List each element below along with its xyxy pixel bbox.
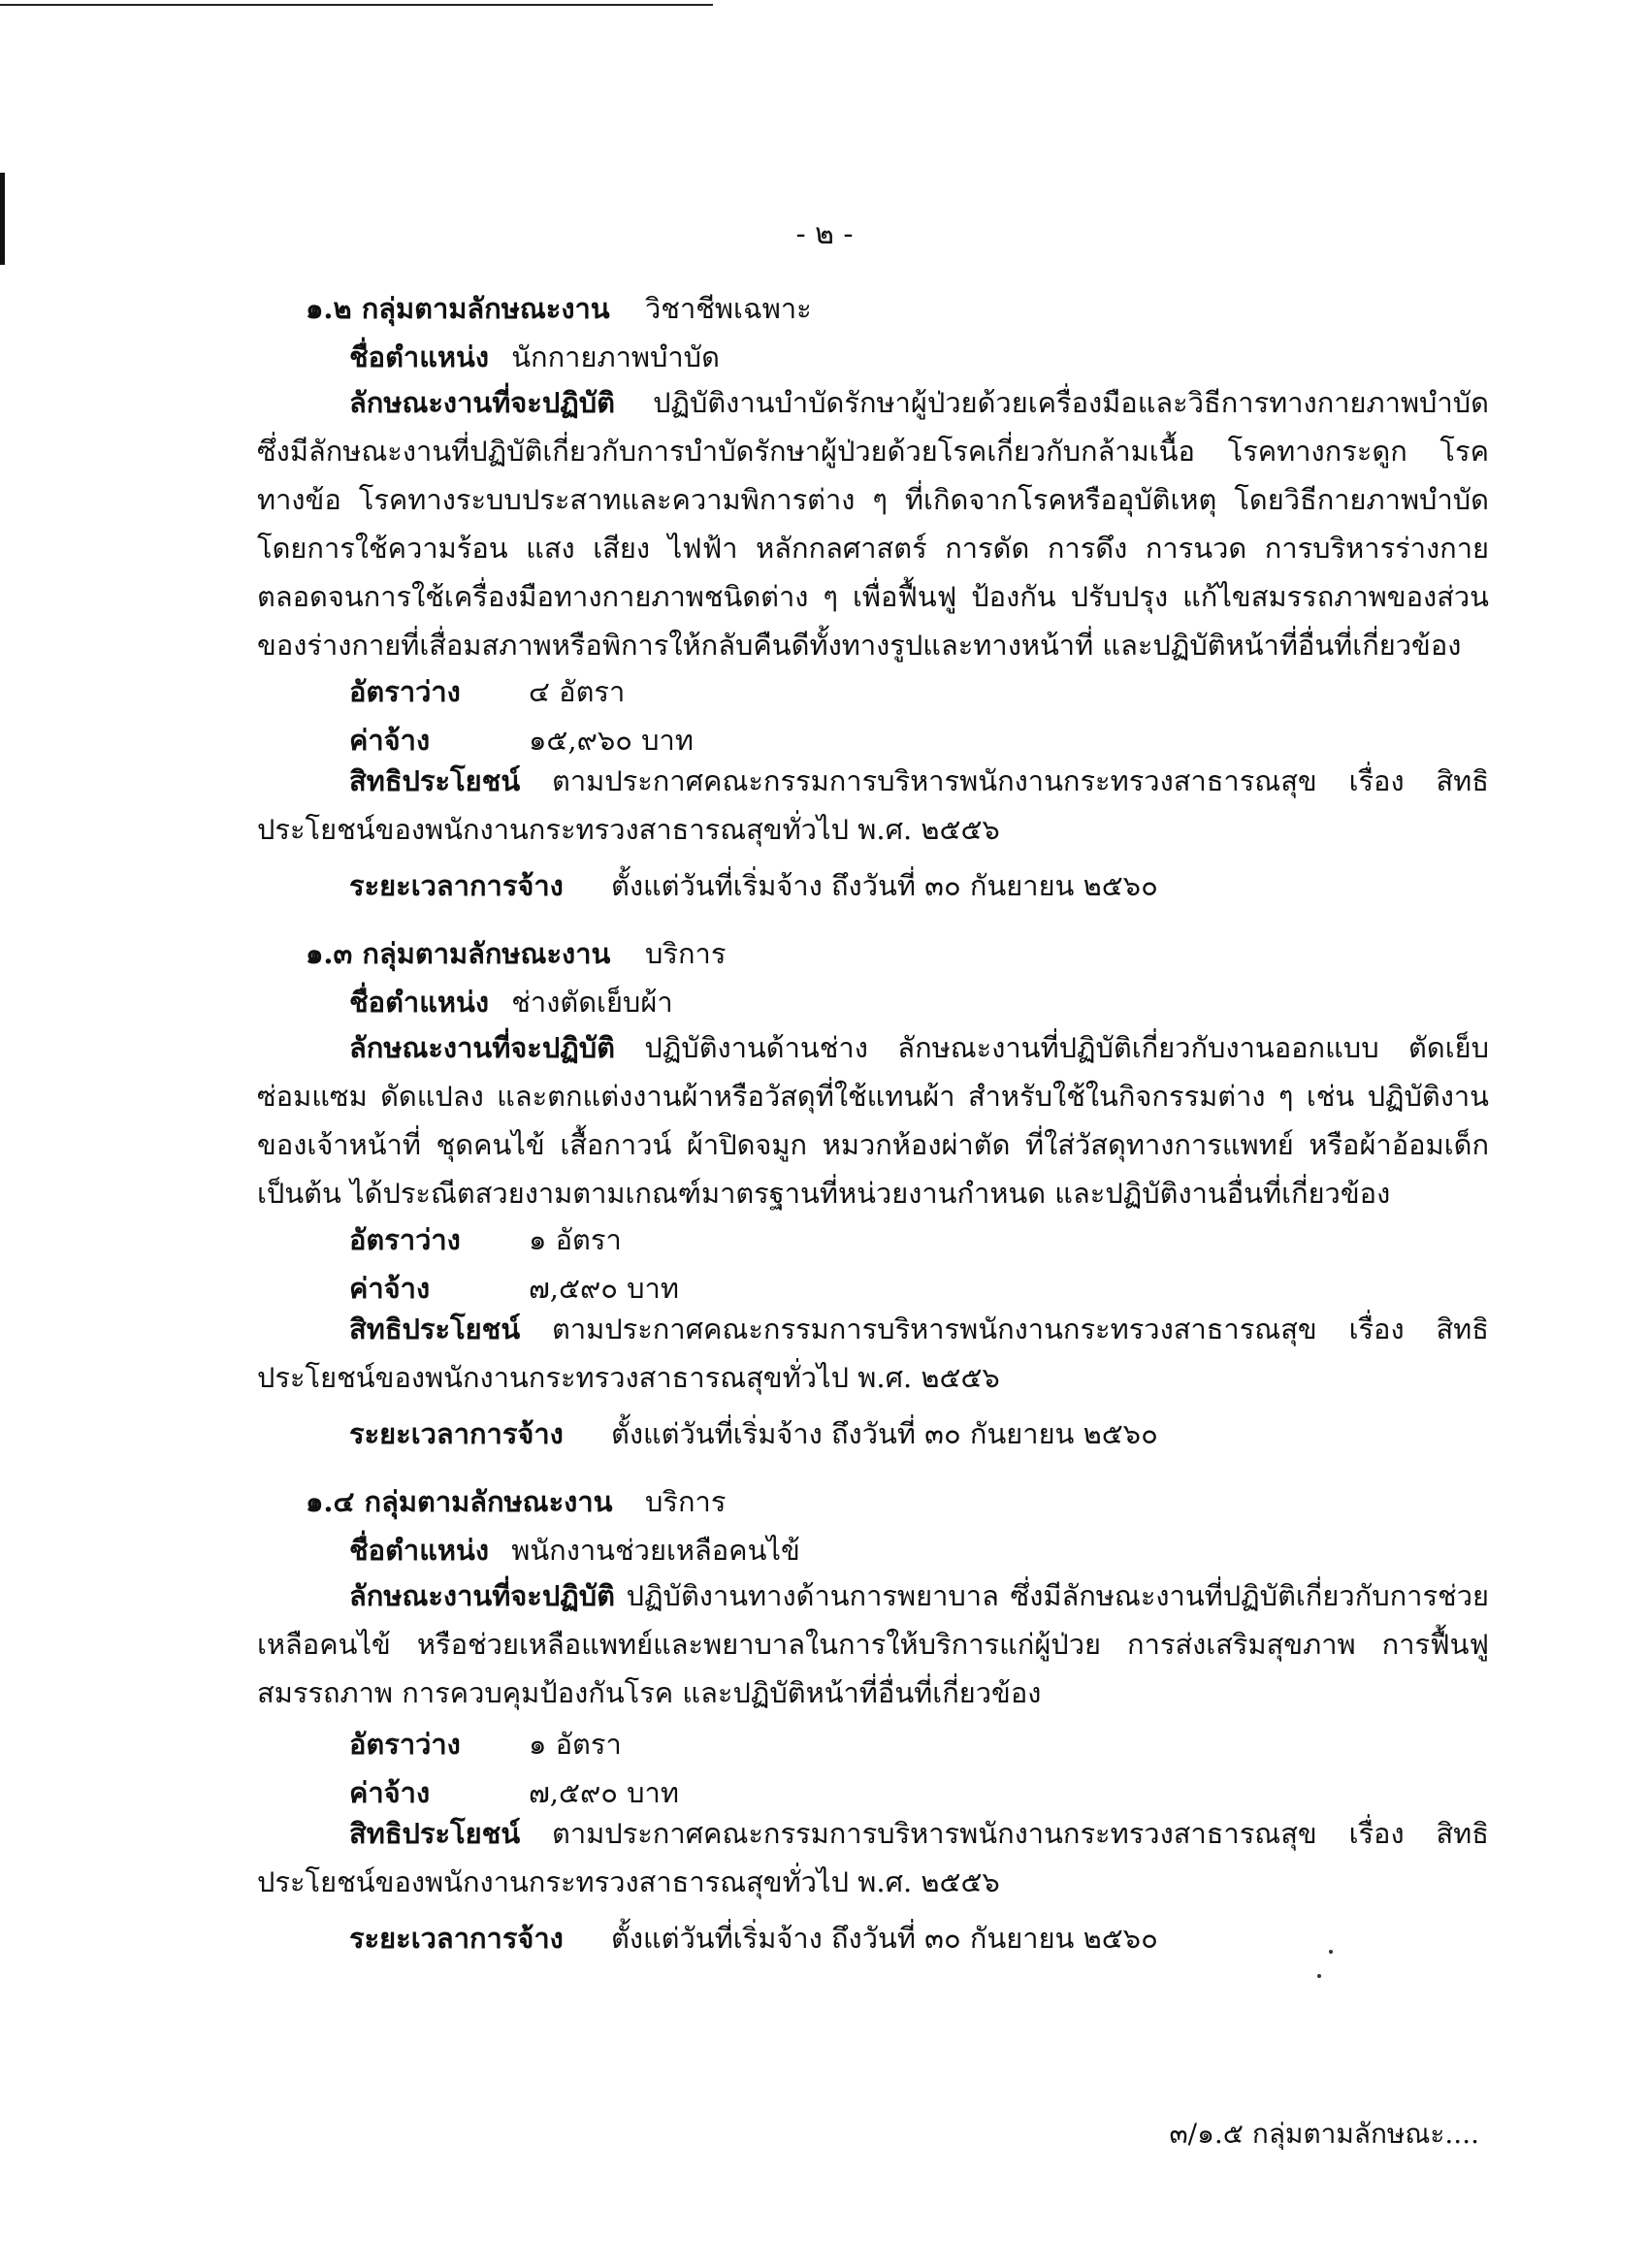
scan-speck (1329, 1950, 1333, 1954)
position-row (349, 335, 720, 379)
benefit-text: ตามประกาศคณะกรรมการบริหารพนักงานกระทรวงสาธารณสุข เรื่อง สิทธิประโยชน์ของพนักงานกระทรวงสาธารณสุขทั่วไป พ.ศ. ๒๕๕๖ (257, 764, 1489, 846)
group-title (306, 931, 727, 976)
duty-label: ลักษณะงานที่จะปฏิบัติ (349, 386, 615, 419)
vacancy-value: ๑ อัตรา (529, 1223, 622, 1256)
benefit-paragraph (257, 1809, 1489, 1906)
group-value: บริการ (645, 1485, 727, 1518)
wage-label: ค่าจ้าง (349, 724, 431, 757)
vacancy-label: อัตราว่าง (349, 1728, 461, 1761)
vacancy-value: ๑ อัตรา (529, 1728, 622, 1761)
period-row (349, 1916, 1158, 1960)
page-number: - ๒ - (795, 217, 854, 251)
vacancy-label: อัตราว่าง (349, 675, 461, 708)
benefit-label: สิทธิประโยชน์ (349, 764, 521, 797)
position-value: นักกายภาพบำบัด (511, 340, 720, 373)
duty-paragraph (257, 1023, 1489, 1217)
period-label: ระยะเวลาการจ้าง (349, 1417, 564, 1450)
position-value: พนักงานช่วยเหลือคนไข้ (511, 1534, 800, 1567)
scan-speck (1317, 1974, 1321, 1978)
wage-value: ๑๕,๙๖๐ บาท (529, 724, 694, 757)
duty-paragraph (257, 378, 1489, 669)
period-row (349, 1411, 1158, 1456)
group-title (306, 1479, 727, 1524)
period-value: ตั้งแต่วันที่เริ่มจ้าง ถึงวันที่ ๓๐ กันยายน ๒๕๖๐ (611, 1922, 1158, 1955)
duty-text: ปฏิบัติงานทางด้านการพยาบาล ซึ่งมีลักษณะงานที่ปฏิบัติเกี่ยวกับการช่วยเหลือคนไข้ หรือช่วยเหลือแพทย์และพยาบาลในการให้บริการแก่ผู้ป่วย การส่งเสริมสุขภาพ การฟื้นฟูสมรรถภาพ การควบคุมป้องกันโรค และปฏิบัติหน้าที่อื่นที่เกี่ยวข้อง (257, 1579, 1489, 1709)
position-value: ช่างตัดเย็บผ้า (511, 986, 673, 1019)
duty-text: ปฏิบัติงานบำบัดรักษาผู้ป่วยด้วยเครื่องมือและวิธีการทางกายภาพบำบัด ซึ่งมีลักษณะงานที่ปฏิบัติเกี่ยวกับการบำบัดรักษาผู้ป่วยด้วยโรคเกี่ยวกับกล้ามเนื้อ โรคทางกระดูก โรคทางข้อ โรคทางระบบประสาทและความพิการต่าง ๆ ที่เกิดจากโรคหรืออุบัติเหตุ โดยวิธีกายภาพบำบัด โดยการใช้ความร้อน แสง เสียง ไฟฟ้า หลักกลศาสตร์ การดัด การดึง การนวด การบริหารร่างกาย ตลอดจนการใช้เครื่องมือทางกายภาพชนิดต่าง ๆ เพื่อฟื้นฟู ป้องกัน ปรับปรุง แก้ไขสมรรถภาพของส่วนของร่างกายที่เสื่อมสภาพหรือพิการให้กลับคืนดีทั้งทางรูปและทางหน้าที่ และปฏิบัติหน้าที่อื่นที่เกี่ยวข้อง (257, 386, 1489, 662)
benefit-paragraph (257, 1305, 1489, 1402)
group-label: ๑.๒ กลุ่มตามลักษณะงาน (306, 292, 610, 325)
period-value: ตั้งแต่วันที่เริ่มจ้าง ถึงวันที่ ๓๐ กันยายน ๒๕๖๐ (611, 869, 1158, 902)
period-label: ระยะเวลาการจ้าง (349, 869, 564, 902)
position-label: ชื่อตำแหน่ง (349, 340, 490, 373)
position-label: ชื่อตำแหน่ง (349, 1534, 490, 1567)
top-rule (0, 4, 713, 6)
duty-text: ปฏิบัติงานด้านช่าง ลักษณะงานที่ปฏิบัติเกี่ยวกับงานออกแบบ ตัดเย็บ ซ่อมแซม ดัดแปลง และตกแต่งงานผ้าหรือวัสดุที่ใช้แทนผ้า สำหรับใช้ในกิจกรรมต่าง ๆ เช่น ปฏิบัติงานของเจ้าหน้าที่ ชุดคนไข้ เสื้อกาวน์ ผ้าปิดจมูก หมวกห้องผ่าตัด ที่ใส่วัสดุทางการแพทย์ หรือผ้าอ้อมเด็ก เป็นต้น ได้ประณีตสวยงามตามเกณฑ์มาตรฐานที่หน่วยงานกำหนด และปฏิบัติงานอื่นที่เกี่ยวข้อง (257, 1031, 1490, 1210)
group-label: ๑.๓ กลุ่มตามลักษณะงาน (306, 937, 611, 970)
benefit-label: สิทธิประโยชน์ (349, 1817, 521, 1850)
benefit-text: ตามประกาศคณะกรรมการบริหารพนักงานกระทรวงสาธารณสุข เรื่อง สิทธิประโยชน์ของพนักงานกระทรวงสาธารณสุขทั่วไป พ.ศ. ๒๕๕๖ (257, 1312, 1489, 1394)
vacancy-value: ๔ อัตรา (529, 675, 626, 708)
continuation-note: ๓/๑.๕ กลุ่มตามลักษณะ.... (1169, 2118, 1479, 2150)
wage-value: ๗,๕๙๐ บาท (529, 1272, 679, 1305)
period-value: ตั้งแต่วันที่เริ่มจ้าง ถึงวันที่ ๓๐ กันยายน ๒๕๖๐ (611, 1417, 1158, 1450)
benefit-label: สิทธิประโยชน์ (349, 1312, 521, 1345)
duty-paragraph (257, 1571, 1489, 1717)
vacancy-row (349, 1217, 622, 1262)
position-label: ชื่อตำแหน่ง (349, 986, 490, 1019)
group-title (306, 286, 812, 331)
wage-label: ค่าจ้าง (349, 1272, 431, 1305)
vacancy-row (349, 669, 626, 714)
vacancy-label: อัตราว่าง (349, 1223, 461, 1256)
wage-label: ค่าจ้าง (349, 1776, 431, 1809)
benefit-text: ตามประกาศคณะกรรมการบริหารพนักงานกระทรวงสาธารณสุข เรื่อง สิทธิประโยชน์ของพนักงานกระทรวงสาธารณสุขทั่วไป พ.ศ. ๒๕๕๖ (257, 1817, 1489, 1898)
group-value: บริการ (645, 937, 727, 970)
position-row (349, 1528, 800, 1572)
group-value: วิชาชีพเฉพาะ (645, 292, 812, 325)
position-row (349, 980, 673, 1024)
duty-label: ลักษณะงานที่จะปฏิบัติ (349, 1579, 615, 1612)
period-row (349, 863, 1158, 908)
wage-value: ๗,๕๙๐ บาท (529, 1776, 679, 1809)
period-label: ระยะเวลาการจ้าง (349, 1922, 564, 1955)
benefit-paragraph (257, 757, 1489, 854)
group-label: ๑.๔ กลุ่มตามลักษณะงาน (306, 1485, 613, 1518)
vacancy-row (349, 1722, 622, 1766)
duty-label: ลักษณะงานที่จะปฏิบัติ (349, 1031, 615, 1064)
